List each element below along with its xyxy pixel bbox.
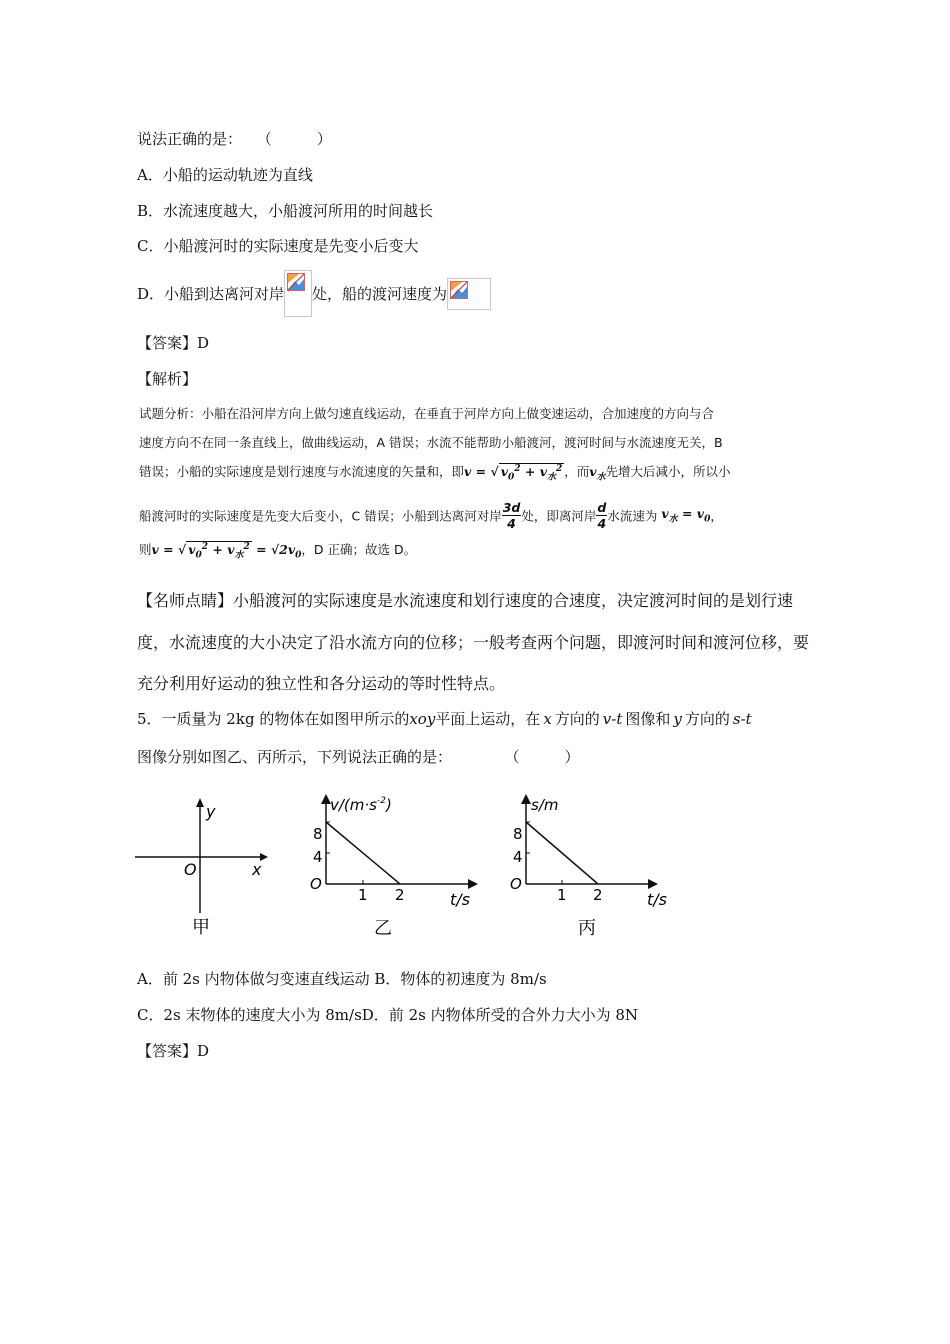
st-line (526, 822, 598, 884)
origin-label: O (310, 875, 322, 893)
origin-label: O (510, 875, 522, 893)
q4-option-c: C．小船渡河时的实际速度是先变小后变大 (137, 237, 419, 255)
fraction-d-over-4: $\frac{d}{4}$ (597, 500, 607, 531)
y-axis-arrow-icon (196, 798, 204, 807)
x-tick-1: 1 (557, 886, 567, 904)
caption-yi: 乙 (374, 918, 392, 939)
analysis-line-2: 速度方向不在同一条直线上，做曲线运动，A 错误；水流不能帮助小船渡河，渡河时间与水流速度无关，B (139, 435, 723, 450)
tip-line-3: 充分利用好运动的独立性和各分运动的等时性特点。 (137, 674, 506, 693)
x-tick-2: 2 (593, 886, 603, 904)
analysis-line-1: 试题分析：小船在沿河岸方向上做匀速直线运动，在垂直于河岸方向上做变速运动，合加速度的方向与合 (139, 406, 715, 421)
q5-options-cd: C．2s 末物体的速度大小为 8m/sD．前 2s 内物体所受的合外力大小为 8N (137, 1006, 639, 1024)
x-label: x (252, 860, 262, 879)
y-label: s/m (531, 796, 559, 814)
x-tick-2: 2 (395, 886, 405, 904)
y-label: $v/(m\cdot s^{-2})$ (330, 796, 392, 814)
x-label: t/s (647, 890, 667, 909)
q5-answer: 【答案】D (137, 1042, 210, 1060)
y-label: y (206, 802, 216, 821)
broken-image-icon (284, 270, 312, 317)
q4-option-d: D．小船到达离河对岸 处，船的渡河速度为 (137, 270, 491, 317)
t-axis-arrow-icon (648, 879, 658, 889)
formula-v: v = √ $v_0^2 + v_水^2$ (464, 463, 563, 483)
y-tick-4: 4 (313, 848, 323, 866)
y-tick-4: 4 (513, 848, 523, 866)
origin-label: O (184, 860, 197, 879)
broken-image-icon (447, 278, 491, 310)
figure-bing-st-chart (500, 792, 690, 947)
q4-analysis-title: 【解析】 (137, 370, 198, 388)
t-axis-arrow-icon (468, 879, 478, 889)
q5-options-ab: A．前 2s 内物体做匀变速直线运动 B．物体的初速度为 8m/s (137, 970, 547, 988)
x-tick-1: 1 (358, 886, 368, 904)
vt-line (326, 822, 400, 884)
fraction-3d-over-4: $\frac{3d}{4}$ (502, 500, 521, 531)
q4-option-a: A．小船的运动轨迹为直线 (137, 166, 313, 184)
q5-stem-line-2: 图像分别如图乙、丙所示，下列说法正确的是： （ ） (137, 748, 580, 766)
analysis-line-5: 则v = √ $v_0^2 + v_水^2 = √2v_0$，D 正确；故选 D。 (139, 541, 417, 561)
figure-yi-vt-chart (300, 792, 490, 947)
caption-bing: 丙 (578, 918, 596, 939)
q4-answer: 【答案】D (137, 334, 210, 352)
tip-line-2: 度，水流速度的大小决定了沿水流方向的位移；一般考查两个问题，即渡河时间和渡河位移，要 (137, 633, 810, 652)
analysis-line-4: 船渡河时的实际速度是先变大后变小，C 错误；小船到达离河对岸 $\frac{3d}{4}$ 处，即离河岸 $\frac{d}{4}$ 水流速为 $v_水 = v_0$， (139, 500, 723, 531)
q4-option-b: B．水流速度越大，小船渡河所用的时间越长 (137, 202, 434, 220)
tip-line-1: 【名师点睛】小船渡河的实际速度是水流速度和划行速度的合速度，决定渡河时间的是划行速 (137, 591, 794, 610)
y-tick-8: 8 (313, 825, 323, 843)
q4-stem-tail: 说法正确的是： （ ） (137, 130, 332, 148)
s-axis-arrow-icon (521, 794, 531, 804)
caption-jia: 甲 (192, 917, 210, 938)
analysis-line-3: 错误；小船的实际速度是划行速度与水流速度的矢量和，即v = √ $v_0^2 + v_水^2$ ，而$v_水$先增大后减小，所以小 (139, 463, 731, 483)
y-tick-8: 8 (513, 825, 523, 843)
x-label: t/s (450, 890, 470, 909)
q5-stem-line-1: 5．一质量为 2kg 的物体在如图甲所示的xoy平面上运动，在 x 方向的 v-t 图像和 y 方向的 s-t (137, 710, 752, 728)
figure-jia (130, 795, 280, 945)
